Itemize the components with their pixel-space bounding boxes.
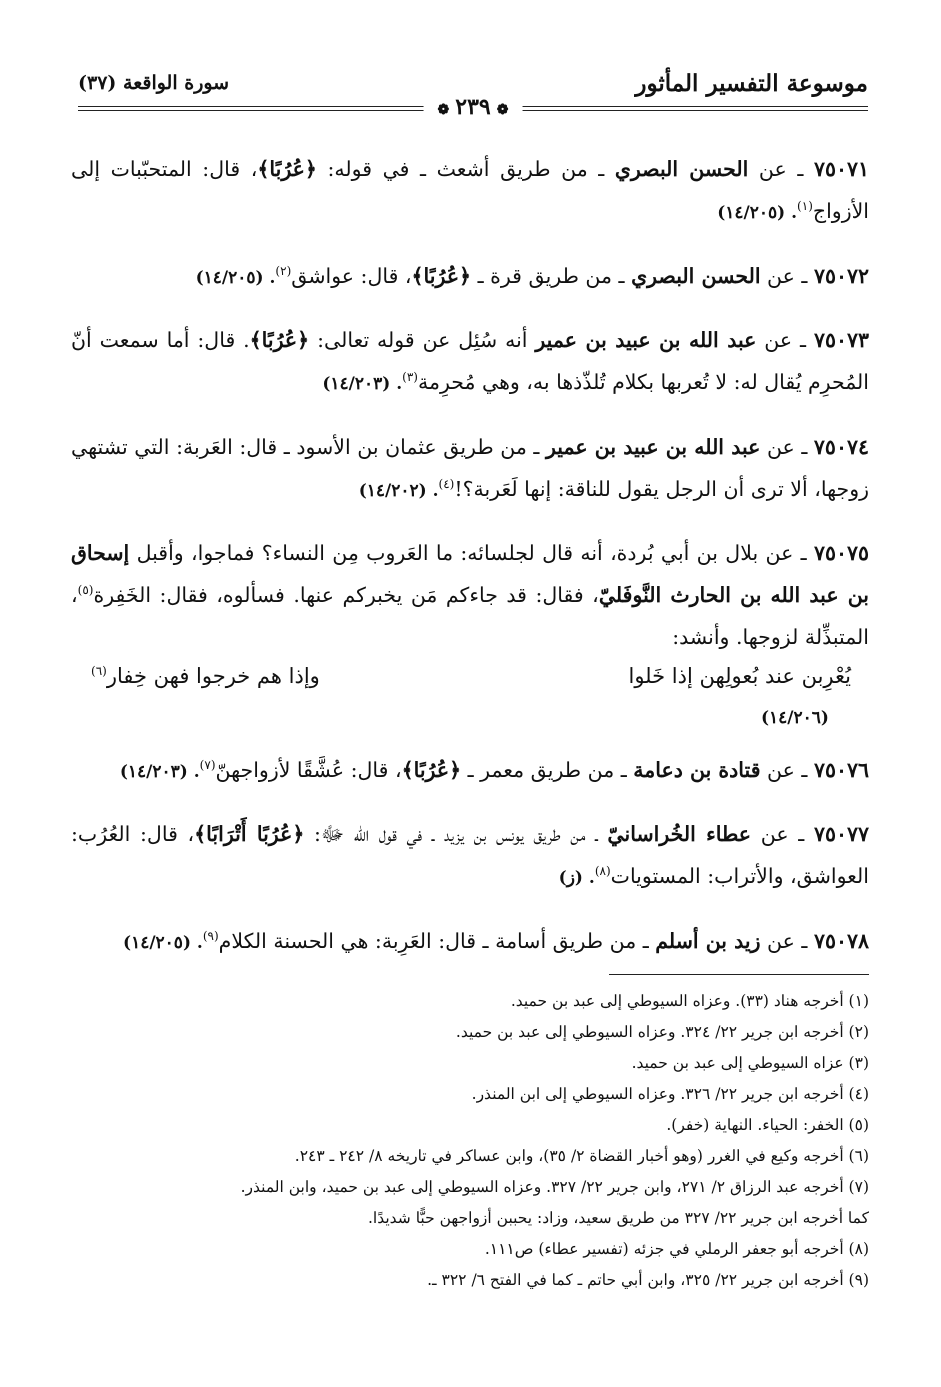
- footnote-marker: (٧): [199, 757, 216, 772]
- footnote-6: (٦) أخرجه وكيع في الغرر (وهو أخبار القضاة ٢/ ٣٥)، وابن عساكر في تاريخه ٨/ ٢٤٢ ـ ٢٤٣.: [294, 1147, 869, 1165]
- footnote-marker: (٩): [202, 928, 219, 943]
- narrator-name: قتادة بن دعامة: [633, 757, 761, 782]
- quran-quote: ﴿عُرُبًا أَتْرَابًا﴾: [194, 822, 305, 846]
- entry-text: ـ عن بلال بن أبي بُردة، أنه قال لجلسائه: ما العَروب مِن النساء؟ فماجوا، وأقبل: [129, 541, 814, 565]
- volume-reference: . (١٤/٢٠٥): [717, 203, 798, 223]
- entry-prefix: ـ عن: [760, 263, 814, 288]
- quran-quote: ﴿عُرُبًا﴾: [249, 328, 310, 352]
- entry-75073: [71, 319, 869, 405]
- volume-reference: . (١٤/٢٠٥): [195, 267, 276, 288]
- entry-text: ، فقال: قد جاءكم مَن يخبركم عنها. فسألوه، فقال: الخَفِرة: [93, 583, 599, 607]
- narrator-name: إسحاق بن عبد الله بن الحارث النَّوفَليّ: [71, 541, 869, 607]
- entry-prefix: ـ عن: [760, 434, 814, 459]
- entry-text: ، قال: عواشق: [291, 263, 412, 288]
- entry-number: ٧٥٠٧٥: [813, 541, 869, 565]
- quran-quote: ﴿عُرُبًا﴾: [257, 157, 317, 181]
- entry-text: ـ من طريق معمر ـ: [461, 757, 634, 782]
- entry-text: ، قال: عُشَّقًا لأزواجهنّ: [215, 757, 402, 782]
- page-number-box: [424, 94, 523, 120]
- entry-number: ٧٥٠٧٤: [813, 434, 869, 459]
- narrator-name: الحسن البصري: [614, 157, 749, 181]
- footnote-8: (٨) أخرجه أبو جعفر الرملي في جزئه (تفسير عطاء) ص١١١.: [484, 1240, 869, 1258]
- footnote-marker: (٢): [275, 263, 292, 278]
- ornament-icon: ❁: [496, 102, 509, 118]
- main-text: [71, 148, 869, 968]
- entry-text: ـ من طريق عثمان بن الأسود ـ قال: العَربة: التي تشتهي زوجها، ألا ترى أن الرجل يقول للناقة: إنها لَعَربة؟!: [71, 434, 869, 501]
- entry-75075: [71, 532, 869, 658]
- entry-text: ـ من طريق يونس بن يزيد ـ في قول الله ﷻ:: [304, 822, 608, 846]
- entry-text: ، قال: المتحبّبات إلى الأزواج: [71, 157, 869, 223]
- footnote-marker: (٦): [91, 664, 107, 678]
- entry-text: ـ من طريق أشعث ـ في قوله:: [316, 157, 615, 181]
- volume-reference: . (١٤/٢٠٣): [322, 374, 403, 394]
- narrator-name: الحسن البصري: [631, 263, 761, 288]
- book-title: موسوعة التفسير المأثور: [635, 70, 868, 97]
- footnotes: [71, 986, 869, 1296]
- surah-label: سورة الواقعة (٣٧): [78, 72, 230, 94]
- footnote-marker: (٨): [594, 864, 611, 879]
- verse-text: وإذا هم خرجوا فهن خِفار: [106, 664, 320, 688]
- footnote-7: (٧) أخرجه عبد الرزاق ٢/ ٢٧١، وابن جرير ٢٢/ ٣٢٧. وعزاه السيوطي إلى عبد بن حميد، وابن المنذر.: [240, 1178, 869, 1196]
- ornament-icon: ❁: [437, 102, 450, 118]
- volume-reference: . (ز): [558, 868, 595, 888]
- quran-quote: ﴿عُرُبًا﴾: [401, 757, 462, 782]
- entry-75071: [71, 148, 869, 234]
- footnote-marker: (٤): [438, 476, 455, 491]
- entry-text: أنه سُئِل عن قوله تعالى:: [309, 328, 536, 352]
- entry-prefix: ـ عن: [760, 928, 814, 953]
- entry-number: ٧٥٠٧٨: [813, 928, 869, 953]
- page-header: [78, 62, 868, 124]
- poetry-verse: [71, 660, 869, 704]
- entry-75076: [71, 749, 869, 793]
- entry-prefix: ـ عن: [756, 328, 814, 352]
- entry-prefix: ـ عن: [760, 757, 814, 782]
- quran-quote: ﴿عُرُبًا﴾: [411, 263, 472, 288]
- volume-reference: (١٤/٢٠٦): [761, 708, 829, 728]
- entry-text: ، قال: العُرُب: العواشق، والأتراب: المستويات: [71, 822, 869, 888]
- footnote-separator: [609, 974, 869, 975]
- footnote-1: (١) أخرجه هناد (٣٣). وعزاه السيوطي إلى عبد بن حميد.: [510, 992, 869, 1010]
- volume-reference: . (١٤/٢٠٣): [119, 761, 200, 782]
- entry-number: ٧٥٠٧٣: [813, 328, 869, 352]
- footnote-5: (٥) الخفر: الحياء. النهاية (خفر).: [666, 1116, 869, 1134]
- entry-75078: [71, 920, 869, 964]
- narrator-name: زيد بن أسلم: [655, 928, 761, 953]
- entry-75072: [71, 255, 869, 299]
- entry-number: ٧٥٠٧٢: [813, 263, 869, 288]
- narrator-name: عبد الله بن عبيد بن عمير: [535, 328, 757, 352]
- verse-first-hemistich: يُعْرِبن عند بُعولِهن إذا خَلوا: [628, 664, 851, 688]
- verse-second-hemistich: [91, 664, 320, 688]
- entry-text: ـ من طريق قرة ـ: [471, 263, 632, 288]
- narrator-name: عطاء الخُراسانيّ: [607, 822, 752, 846]
- entry-75074: [71, 426, 869, 512]
- footnote-7-continued: كما أخرجه ابن جرير ٢٢/ ٣٢٧ من طريق سعيد، وزاد: يحببن أزواجهن حبًّا شديدًا.: [367, 1209, 869, 1227]
- footnote-marker: (٣): [402, 370, 418, 385]
- footnote-2: (٢) أخرجه ابن جرير ٢٢/ ٣٢٤. وعزاه السيوطي إلى عبد بن حميد.: [455, 1023, 869, 1041]
- volume-reference: . (١٤/٢٠٢): [358, 480, 439, 501]
- entry-75077: [71, 813, 869, 899]
- entry-number: ٧٥٠٧٦: [813, 757, 869, 782]
- entry-number: ٧٥٠٧٧: [813, 822, 869, 846]
- entry-prefix: ـ عن: [751, 822, 814, 846]
- footnote-3: (٣) عزاه السيوطي إلى عبد بن حميد.: [631, 1054, 869, 1072]
- volume-reference: . (١٤/٢٠٥): [123, 932, 203, 953]
- page-number: ٢٣٩: [455, 94, 491, 120]
- footnote-marker: (١): [797, 199, 813, 214]
- entry-number: ٧٥٠٧١: [813, 157, 869, 181]
- entry-prefix: ـ عن: [748, 157, 814, 181]
- entry-text: . قال: أما سمعت أنّ المُحرِم يُقال له: لا تُعربها بكلام تُلذّذها به، وهي مُحرِمة: [71, 328, 869, 394]
- entry-text: ـ من طريق أسامة ـ قال: العَرِبة: هي الحسنة الكلام: [218, 928, 656, 953]
- narrator-name: عبد الله بن عبيد بن عمير: [545, 434, 761, 459]
- footnote-9: (٩) أخرجه ابن جرير ٢٢/ ٣٢٥، وابن أبي حاتم ـ كما في الفتح ٦/ ٣٢٢ ـ.: [427, 1271, 869, 1289]
- footnote-marker: (٥): [77, 583, 94, 598]
- entry-text: ، المتبذِّلة لزوجها. وأنشد:: [71, 583, 869, 649]
- footnote-4: (٤) أخرجه ابن جرير ٢٢/ ٣٢٦. وعزاه السيوطي إلى ابن المنذر.: [471, 1085, 869, 1103]
